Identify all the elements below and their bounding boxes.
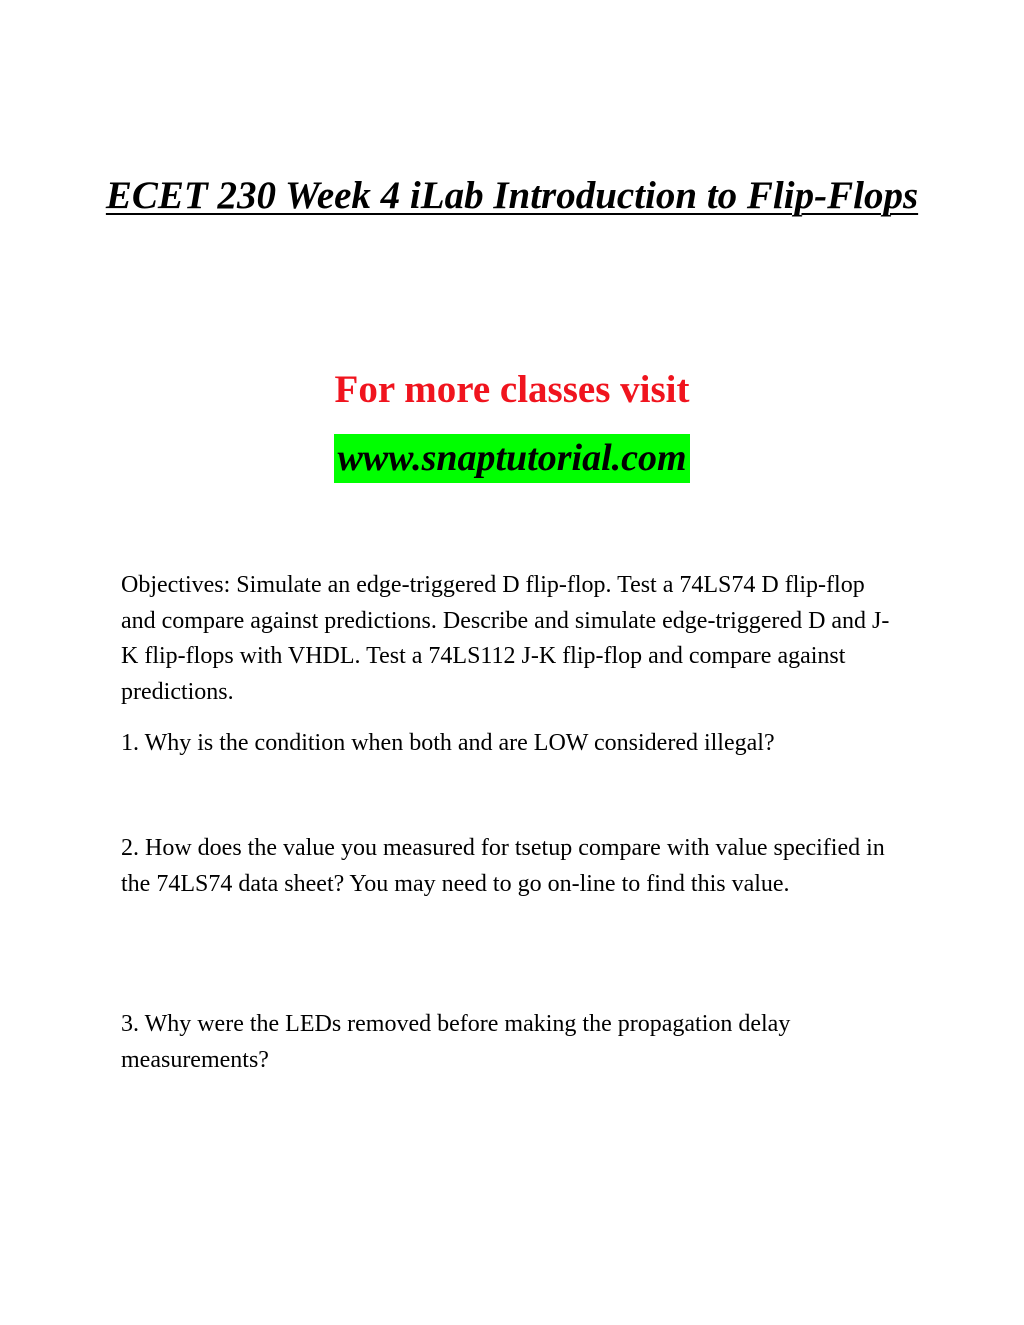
document-title: ECET 230 Week 4 iLab Introduction to Flip-Flops: [105, 174, 919, 217]
promo-text: For more classes visit: [334, 368, 690, 411]
question-3: 3. Why were the LEDs removed before making the propagation delay measurements?: [121, 1011, 791, 1073]
objectives-paragraph: Objectives: Simulate an edge-triggered D flip-flop. Test a 74LS74 D flip-flop and compare against predictions. Describe and simulate edge-triggered D and J-K flip-flops with VHDL. Test a 74LS112 J-K flip-flop and compare against predictions.: [121, 572, 890, 705]
question-2: 2. How does the value you measured for tsetup compare with value specified in the 74LS74 data sheet? You may need to go on-line to find this value.: [121, 835, 885, 897]
website-container: [0, 434, 1024, 483]
website-link[interactable]: www.snaptutorial.com: [334, 434, 689, 483]
question-1: 1. Why is the condition when both and are LOW considered illegal?: [121, 730, 775, 756]
